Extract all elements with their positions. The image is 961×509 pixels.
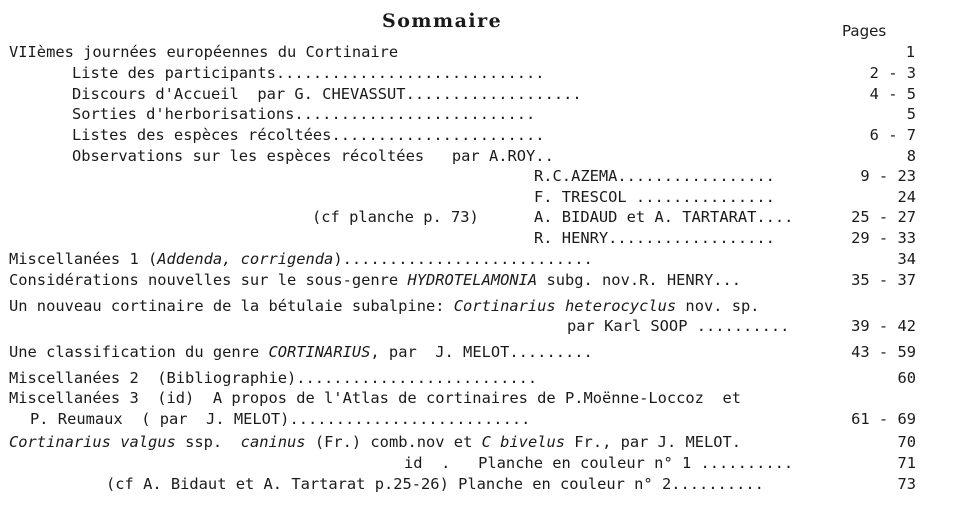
toc-entry-page: 39 - 42 xyxy=(851,317,916,335)
toc-entry-text: Miscellanées 1 (Addenda, corrigenda)........................... xyxy=(9,250,593,268)
toc-entry-text: Cortinarius valgus ssp. caninus (Fr.) comb.nov et C bivelus Fr., par J. MELOT. xyxy=(9,433,742,451)
toc-entry-page: 24 xyxy=(897,188,916,206)
toc-entry-text: Considérations nouvelles sur le sous-genre HYDROTELAMONIA subg. nov.R. HENRY... xyxy=(9,271,742,289)
toc-entry-text: R.C.AZEMA................. xyxy=(534,167,775,185)
toc-entry-text: Une classification du genre CORTINARIUS, par J. MELOT......... xyxy=(9,343,593,361)
toc-entry-page: 61 - 69 xyxy=(851,410,916,428)
toc-entry-page: 2 - 3 xyxy=(869,64,916,82)
toc-entry-page: 5 xyxy=(906,105,916,123)
toc-entry-text: VIIèmes journées européennes du Cortinaire xyxy=(9,43,399,61)
toc-entry-page: 25 - 27 xyxy=(851,208,916,226)
toc-entry-note: (cf planche p. 73) xyxy=(312,208,479,226)
toc-entry-text: Sorties d'herborisations.......................... xyxy=(72,105,536,123)
toc-entry-text: Liste des participants............................. xyxy=(72,64,545,82)
toc-entry-page: 71 xyxy=(897,454,916,472)
toc-entry-page: 9 - 23 xyxy=(860,167,916,185)
toc-entry-text: P. Reumaux ( par J. MELOT).......................... xyxy=(30,410,531,428)
toc-entry-page: 73 xyxy=(897,475,916,493)
toc-entry-text: F. TRESCOL ............... xyxy=(534,188,775,206)
toc-entry-page: 4 - 5 xyxy=(869,85,916,103)
toc-entry-text: Discours d'Accueil par G. CHEVASSUT................... xyxy=(72,85,582,103)
toc-entry-text: Observations sur les espèces récoltées par A.ROY.. xyxy=(72,147,554,165)
toc-entry-page: 35 - 37 xyxy=(851,271,916,289)
toc-entry-page: 43 - 59 xyxy=(851,343,916,361)
toc-entry-page: 29 - 33 xyxy=(851,229,916,247)
toc-entry-page: 6 - 7 xyxy=(869,126,916,144)
toc-entry-page: 8 xyxy=(906,147,916,165)
toc-entry-text: (cf A. Bidaut et A. Tartarat p.25-26) Planche en couleur n° 2.......... xyxy=(106,475,764,493)
toc-entry-text: R. HENRY.................. xyxy=(534,229,775,247)
toc-entry-text: Miscellanées 3 (id) A propos de l'Atlas de cortinaires de P.Moënne-Loccoz et xyxy=(9,389,742,407)
toc-entry-text: id . Planche en couleur n° 1 .......... xyxy=(404,454,794,472)
toc-entry-text: Miscellanées 2 (Bibliographie).......................... xyxy=(9,369,538,387)
page-title: Sommaire xyxy=(382,10,503,32)
toc-entry-page: 70 xyxy=(897,433,916,451)
toc-entry-page: 34 xyxy=(897,250,916,268)
toc-entry-text: A. BIDAUD et A. TARTARAT.... xyxy=(534,208,794,226)
pages-column-header: Pages xyxy=(842,22,887,40)
toc-entry-text: par Karl SOOP .......... xyxy=(567,317,790,335)
toc-entry-page: 60 xyxy=(897,369,916,387)
toc-entry-page: 1 xyxy=(905,43,915,61)
toc-entry-text: Un nouveau cortinaire de la bétulaie subalpine: Cortinarius heterocyclus nov. sp. xyxy=(9,297,760,315)
toc-entry-text: Listes des espèces récoltées....................... xyxy=(72,126,545,144)
